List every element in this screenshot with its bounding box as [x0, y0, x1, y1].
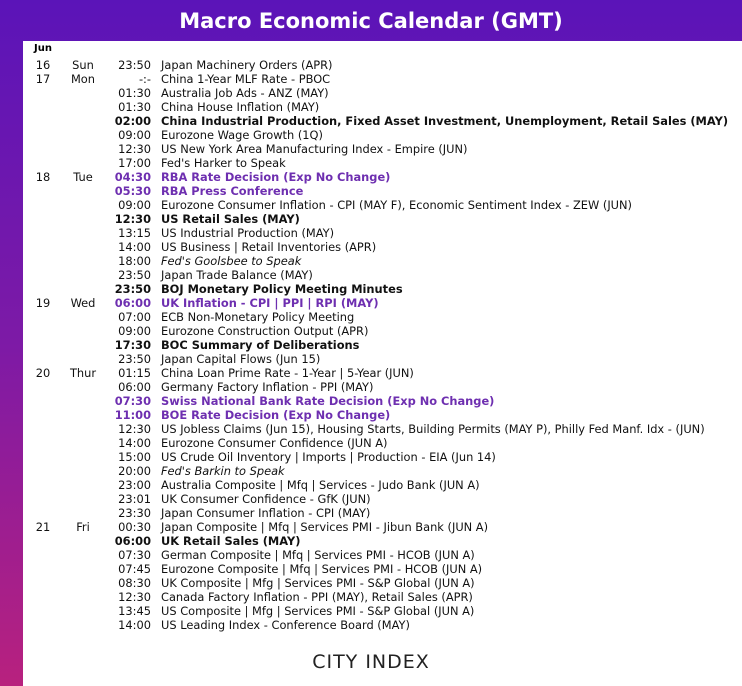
row-time: 20:00	[118, 464, 151, 478]
row-event: BOE Rate Decision (Exp No Change)	[161, 408, 391, 422]
row-event: Fed's Harker to Speak	[161, 156, 286, 170]
row-time: 13:45	[118, 604, 151, 618]
row-time: 07:30	[114, 394, 151, 408]
row-event: China House Inflation (MAY)	[161, 100, 320, 114]
row-event: Japan Capital Flows (Jun 15)	[161, 352, 321, 366]
row-event: China 1-Year MLF Rate - PBOC	[161, 72, 331, 86]
row-event: Eurozone Consumer Inflation - CPI (MAY F), Economic Sentiment Index - ZEW (JUN)	[161, 198, 632, 212]
row-event: Japan Trade Balance (MAY)	[161, 268, 313, 282]
row-date: 18	[35, 170, 51, 184]
row-event: US New York Area Manufacturing Index - Empire (JUN)	[161, 142, 468, 156]
row-date: 19	[35, 296, 51, 310]
row-event: US Composite | Mfg | Services PMI - S&P Global (JUN A)	[161, 604, 475, 618]
row-event: Swiss National Bank Rate Decision (Exp No Change)	[161, 394, 495, 408]
row-time: 14:00	[118, 240, 151, 254]
row-event: RBA Rate Decision (Exp No Change)	[161, 170, 391, 184]
row-event: Eurozone Composite | Mfq | Services PMI - HCOB (JUN A)	[161, 562, 483, 576]
row-time: 23:00	[118, 478, 151, 492]
row-time: 12:30	[118, 422, 151, 436]
row-event: BOC Summary of Deliberations	[161, 338, 360, 352]
row-time: 05:30	[114, 184, 151, 198]
row-day: Mon	[70, 72, 96, 86]
row-event: UK Inflation - CPI | PPI | RPI (MAY)	[161, 296, 379, 310]
row-time: 09:00	[118, 128, 151, 142]
row-time: 13:15	[118, 226, 151, 240]
row-day: Tue	[73, 170, 93, 184]
row-time: 00:30	[118, 520, 151, 534]
row-time: 23:50	[118, 58, 151, 72]
row-time: 23:01	[118, 492, 151, 506]
row-date: 21	[35, 520, 51, 534]
row-time: 14:00	[118, 436, 151, 450]
month-label: Jun	[34, 43, 52, 54]
row-date: 20	[35, 366, 51, 380]
row-time: 23:50	[118, 352, 151, 366]
row-event: UK Retail Sales (MAY)	[161, 534, 301, 548]
page-title: Macro Economic Calendar (GMT)	[179, 9, 563, 33]
row-time: 07:00	[118, 310, 151, 324]
row-day: Wed	[70, 296, 96, 310]
row-event: Eurozone Construction Output (APR)	[161, 324, 369, 338]
row-time: -:-	[138, 72, 151, 86]
row-event: RBA Press Conference	[161, 184, 304, 198]
row-event: ECB Non-Monetary Policy Meeting	[161, 310, 355, 324]
row-event: China Loan Prime Rate - 1-Year | 5-Year (JUN)	[161, 366, 414, 380]
row-time: 06:00	[114, 296, 151, 310]
row-event: Eurozone Consumer Confidence (JUN A)	[161, 436, 388, 450]
row-time: 23:50	[118, 268, 151, 282]
row-event: Australia Job Ads - ANZ (MAY)	[161, 86, 329, 100]
row-event: US Crude Oil Inventory | Imports | Production - EIA (Jun 14)	[161, 450, 496, 464]
row-time: 06:00	[118, 380, 151, 394]
row-day: Thur	[69, 366, 97, 380]
row-event: US Leading Index - Conference Board (MAY)	[161, 618, 410, 632]
row-time: 18:00	[118, 254, 151, 268]
row-event: Japan Machinery Orders (APR)	[161, 58, 333, 72]
row-time: 12:30	[118, 142, 151, 156]
row-time: 07:30	[118, 548, 151, 562]
row-time: 11:00	[114, 408, 151, 422]
row-time: 09:00	[118, 198, 151, 212]
row-time: 08:30	[118, 576, 151, 590]
row-date: 17	[35, 72, 51, 86]
row-time: 01:30	[118, 100, 151, 114]
row-event: Japan Consumer Inflation - CPI (MAY)	[161, 506, 371, 520]
row-date: 16	[35, 58, 51, 72]
row-event: BOJ Monetary Policy Meeting Minutes	[161, 282, 403, 296]
row-time: 23:50	[114, 282, 151, 296]
row-event: Fed's Goolsbee to Speak	[161, 254, 302, 268]
row-time: 06:00	[114, 534, 151, 548]
row-time: 02:00	[114, 114, 151, 128]
row-event: Canada Factory Inflation - PPI (MAY), Retail Sales (APR)	[161, 590, 473, 604]
row-event: UK Composite | Mfg | Services PMI - S&P Global (JUN A)	[161, 576, 475, 590]
row-event: Australia Composite | Mfq | Services - Judo Bank (JUN A)	[161, 478, 480, 492]
row-time: 17:00	[118, 156, 151, 170]
row-time: 12:30	[118, 590, 151, 604]
row-event: Germany Factory Inflation - PPI (MAY)	[161, 380, 374, 394]
city-index-logo: CITY INDEX	[312, 651, 430, 673]
row-time: 23:30	[118, 506, 151, 520]
row-event: Eurozone Wage Growth (1Q)	[161, 128, 323, 142]
row-event: Fed's Barkin to Speak	[161, 464, 285, 478]
row-time: 07:45	[118, 562, 151, 576]
row-time: 12:30	[114, 212, 151, 226]
row-day: Sun	[72, 58, 94, 72]
row-time: 09:00	[118, 324, 151, 338]
row-event: US Industrial Production (MAY)	[161, 226, 335, 240]
row-event: UK Consumer Confidence - GfK (JUN)	[161, 492, 371, 506]
row-event: German Composite | Mfq | Services PMI - HCOB (JUN A)	[161, 548, 475, 562]
row-time: 01:15	[118, 366, 151, 380]
row-day: Fri	[76, 520, 90, 534]
row-time: 01:30	[118, 86, 151, 100]
row-time: 04:30	[114, 170, 151, 184]
row-event: US Business | Retail Inventories (APR)	[161, 240, 377, 254]
row-event: China Industrial Production, Fixed Asset Investment, Unemployment, Retail Sales (MAY)	[161, 114, 729, 128]
row-time: 17:30	[114, 338, 151, 352]
row-event: US Retail Sales (MAY)	[161, 212, 300, 226]
row-time: 14:00	[118, 618, 151, 632]
row-event: US Jobless Claims (Jun 15), Housing Starts, Building Permits (MAY P), Philly Fed Manf. Idx - (JUN)	[161, 422, 705, 436]
row-time: 15:00	[118, 450, 151, 464]
row-event: Japan Composite | Mfq | Services PMI - Jibun Bank (JUN A)	[161, 520, 489, 534]
